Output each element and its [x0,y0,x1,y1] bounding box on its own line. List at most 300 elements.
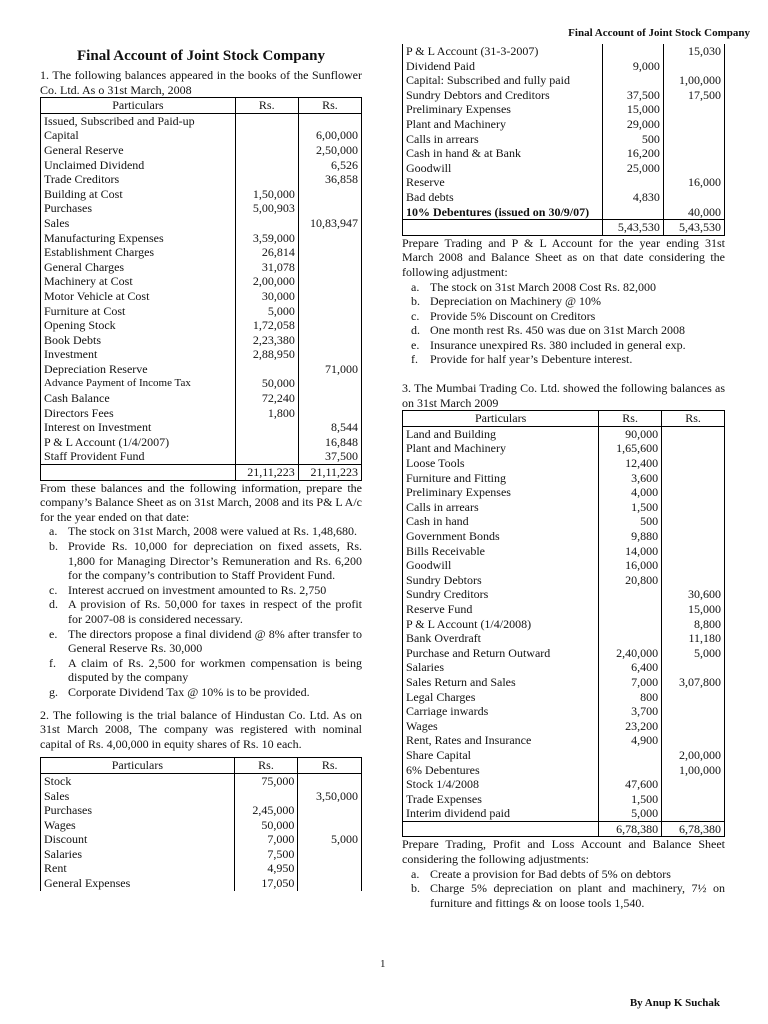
cell-credit [298,245,361,260]
cell-particulars: Sales Return and Sales [403,675,599,690]
cell-particulars: Purchase and Return Outward [403,646,599,661]
table-row [403,205,725,220]
cell-particulars: Staff Provident Fund [41,449,236,464]
cell-particulars: Cash Balance [41,391,236,406]
cell-credit: 5,000 [298,832,362,847]
table-row [403,646,725,661]
cell-particulars: Salaries [403,660,599,675]
list-marker: b. [411,881,420,896]
cell-debit: 47,600 [599,777,662,792]
q2-trial-balance-table [40,757,362,890]
cell-debit [599,631,662,646]
list-marker: c. [411,308,420,323]
table-row [403,777,725,792]
table-row [41,245,362,260]
cell-credit [662,719,725,734]
cell-credit: 5,000 [662,646,725,661]
cell-debit: 50,000 [235,376,298,391]
q1-table-body [41,113,362,464]
cell-credit: 15,030 [663,44,724,59]
cell-particulars: Issued, Subscribed and Paid-up [41,113,236,128]
cell-credit: 2,00,000 [662,748,725,763]
cell-particulars: Interest on Investment [41,420,236,435]
cell-credit [298,318,361,333]
cell-particulars: Share Capital [403,748,599,763]
table-row [41,861,362,876]
list-marker: a. [411,866,420,881]
cell-credit [298,274,361,289]
q3-intro: 3. The Mumbai Trading Co. Ltd. showed the following balances as on 31st March 2009 [402,381,725,410]
table-row [403,117,725,132]
table-row [41,832,362,847]
table-row [41,260,362,275]
cell-particulars: Calls in arrears [403,132,603,147]
total-credit: 21,11,223 [298,465,361,481]
author-credit: By Anup K Suchak [629,997,720,1009]
cell-debit: 4,950 [234,861,298,876]
table-header-row [41,98,362,114]
cell-credit [662,456,725,471]
cell-particulars: P & L Account (31-3-2007) [403,44,603,59]
q2-adjustments-list [402,280,725,368]
cell-particulars: Building at Cost [41,187,236,202]
cell-particulars: Capital: Subscribed and fully paid [403,73,603,88]
header-rs-credit: Rs. [298,98,361,114]
cell-credit [663,59,724,74]
table-row [41,333,362,348]
cell-debit: 31,078 [235,260,298,275]
cell-debit: 16,200 [602,146,663,161]
list-marker: e. [49,626,58,641]
table-row [41,847,362,862]
table-row [41,449,362,464]
table-row [403,602,725,617]
total-credit: 6,78,380 [662,821,725,837]
table-row [41,216,362,231]
cell-credit: 8,800 [662,617,725,632]
q1-instructions: From these balances and the following information, prepare the company’s Balance Sheet as on 31st March, 2008 and its P& L A/c for the year ended on that date: [40,480,362,524]
header-particulars: Particulars [41,98,236,114]
cell-credit [662,514,725,529]
table-row [41,158,362,173]
table-row [403,748,725,763]
total-label [41,465,236,481]
table-row [403,719,725,734]
table-row [403,102,725,117]
cell-credit [662,660,725,675]
cell-debit [235,128,298,143]
cell-particulars: Capital [41,128,236,143]
cell-debit [235,420,298,435]
q3-adjustments-list [402,867,725,911]
cell-credit [662,733,725,748]
cell-debit: 9,000 [602,59,663,74]
header-rs-debit: Rs. [234,758,298,774]
header-rs-credit: Rs. [298,758,362,774]
cell-particulars: Unclaimed Dividend [41,158,236,173]
table-header-row [403,411,725,427]
q1-intro: 1. The following balances appeared in the books of the Sunflower Co. Ltd. As o 31st March, 2008 [40,68,362,97]
cell-particulars: Plant and Machinery [403,117,603,132]
table-row [403,73,725,88]
cell-debit: 7,500 [234,847,298,862]
cell-credit: 36,858 [298,172,361,187]
table-row [403,792,725,807]
list-text: Interest accrued on investment amounted to Rs. 2,750 [68,582,327,597]
cell-debit: 1,50,000 [235,187,298,202]
cell-debit: 3,700 [599,704,662,719]
cell-particulars: Reserve [403,175,603,190]
cell-credit: 6,526 [298,158,361,173]
cell-credit [298,333,361,348]
list-text: Insurance unexpired Rs. 380 included in general exp. [430,337,686,352]
table-row [403,485,725,500]
cell-debit [235,113,298,128]
cell-debit: 4,000 [599,485,662,500]
table-row [41,128,362,143]
cell-debit: 4,900 [599,733,662,748]
cell-particulars: Government Bonds [403,529,599,544]
cell-particulars: Calls in arrears [403,500,599,515]
cell-particulars: Carriage inwards [403,704,599,719]
cell-debit [599,617,662,632]
table-row [403,514,725,529]
cell-particulars: Sundry Debtors [403,573,599,588]
cell-debit [235,172,298,187]
cell-debit: 4,830 [602,190,663,205]
table-row [41,435,362,450]
cell-credit [663,146,724,161]
cell-credit [298,201,361,216]
cell-credit [662,704,725,719]
q2-total-row [403,220,725,236]
cell-credit [298,803,362,818]
list-item [40,597,362,626]
cell-credit [298,818,362,833]
q3-instructions: Prepare Trading, Profit and Loss Account and Balance Sheet considering the following adjustments: [402,837,725,867]
cell-particulars: Rent [41,861,235,876]
cell-debit: 5,000 [235,304,298,319]
cell-particulars: 10% Debentures (issued on 30/9/07) [403,205,603,220]
cell-credit: 16,000 [663,175,724,190]
list-marker: e. [411,337,420,352]
table-row [403,44,725,59]
cell-credit: 37,500 [298,449,361,464]
cell-particulars: General Reserve [41,143,236,158]
list-marker: b. [411,294,420,309]
cell-debit: 1,65,600 [599,441,662,456]
cell-debit: 29,000 [602,117,663,132]
list-item [402,338,725,353]
table-row [403,426,725,441]
cell-particulars: Investment [41,347,236,362]
cell-particulars: Plant and Machinery [403,441,599,456]
cell-debit [235,449,298,464]
cell-particulars: Sales [41,216,236,231]
cell-credit: 16,848 [298,435,361,450]
total-debit: 6,78,380 [599,821,662,837]
cell-credit [298,391,361,406]
total-debit: 5,43,530 [602,220,663,236]
table-row [403,441,725,456]
total-label [403,220,603,236]
cell-credit: 1,00,000 [662,763,725,778]
cell-credit [662,544,725,559]
cell-credit [663,190,724,205]
cell-debit: 500 [599,514,662,529]
table-row [403,132,725,147]
list-marker: b. [49,539,58,553]
cell-credit [662,792,725,807]
list-item [40,656,362,685]
cell-debit: 15,000 [602,102,663,117]
cell-credit: 40,000 [663,205,724,220]
cell-credit [662,690,725,705]
cell-particulars: Dividend Paid [403,59,603,74]
cell-debit [235,362,298,377]
q1-total-row [41,465,362,481]
q2-trial-balance-continued [402,44,725,236]
list-marker: f. [411,352,418,367]
cell-credit: 3,07,800 [662,675,725,690]
header-rs-debit: Rs. [235,98,298,114]
list-marker: c. [49,582,58,597]
cell-credit [663,102,724,117]
table-row [403,88,725,103]
table-row [403,631,725,646]
table-row [41,803,362,818]
table-row [41,773,362,788]
cell-particulars: Wages [41,818,235,833]
cell-credit [662,573,725,588]
table-row [41,274,362,289]
table-row [403,544,725,559]
cell-particulars: Interim dividend paid [403,806,599,821]
cell-debit: 30,000 [235,289,298,304]
cell-particulars: Purchases [41,201,236,216]
cell-credit [663,132,724,147]
cell-debit: 50,000 [234,818,298,833]
cell-particulars: General Charges [41,260,236,275]
cell-particulars: Sundry Debtors and Creditors [403,88,603,103]
cell-credit [298,861,362,876]
cell-particulars: Land and Building [403,426,599,441]
right-column [402,44,725,910]
cell-credit [662,806,725,821]
list-text: Provide 5% Discount on Creditors [430,308,596,323]
cell-debit: 1,72,058 [235,318,298,333]
cell-debit: 7,000 [234,832,298,847]
q2-instructions: Prepare Trading and P & L Account for the year ending 31st March 2008 and Balance Sheet as on that date considering the following adjustment: [402,235,725,279]
cell-particulars: Trade Expenses [403,792,599,807]
cell-debit [602,175,663,190]
list-text: Depreciation on Machinery @ 10% [430,294,601,309]
cell-particulars: Trade Creditors [41,172,236,187]
q2-continued-body [403,44,725,220]
cell-credit: 11,180 [662,631,725,646]
cell-debit [235,435,298,450]
cell-debit: 2,23,380 [235,333,298,348]
cell-particulars: Legal Charges [403,690,599,705]
table-row [41,231,362,246]
list-marker: f. [49,655,56,670]
list-marker: a. [411,279,420,294]
cell-debit [602,73,663,88]
cell-credit [298,260,361,275]
total-label [403,821,599,837]
cell-credit: 6,00,000 [298,128,361,143]
cell-debit: 2,00,000 [235,274,298,289]
list-item [40,583,362,598]
left-column [40,44,362,891]
cell-debit [602,205,663,220]
table-row [403,161,725,176]
header-particulars: Particulars [41,758,235,774]
list-item [402,309,725,324]
list-marker: a. [49,524,58,539]
table-row [403,573,725,588]
cell-particulars: Salaries [41,847,235,862]
table-row [41,289,362,304]
cell-debit: 90,000 [599,426,662,441]
table-row [41,406,362,421]
cell-particulars: Bills Receivable [403,544,599,559]
cell-credit [662,441,725,456]
table-row [403,733,725,748]
cell-credit [298,187,361,202]
cell-credit: 10,83,947 [298,216,361,231]
list-marker: g. [49,684,58,699]
table-row [41,391,362,406]
cell-particulars: P & L Account (1/4/2007) [41,435,236,450]
cell-credit [662,485,725,500]
header-particulars: Particulars [403,411,599,427]
list-text: Corporate Dividend Tax @ 10% is to be provided. [68,684,310,699]
cell-particulars: Furniture at Cost [41,304,236,319]
table-row [403,675,725,690]
cell-credit [298,876,362,891]
running-header: Final Account of Joint Stock Company [568,27,750,39]
list-text: A claim of Rs. 2,500 for workmen compensation is being disputed by the company [68,655,362,685]
cell-debit: 1,800 [235,406,298,421]
list-text: The directors propose a final dividend @ 8% after transfer to General Reserve Rs. 30,000 [68,626,362,656]
list-text: A provision of Rs. 50,000 for taxes in respect of the profit for 2007-08 is considered necessary. [68,597,362,626]
table-row [403,175,725,190]
table-row [403,471,725,486]
cell-particulars: Sales [41,789,235,804]
header-rs-credit: Rs. [662,411,725,427]
table-row [403,806,725,821]
list-text: Charge 5% depreciation on plant and machinery, 7½ on furniture and fittings & on loose tools 1,540. [430,881,725,910]
cell-debit: 2,88,950 [235,347,298,362]
cell-credit [298,289,361,304]
cell-particulars: Book Debts [41,333,236,348]
cell-particulars: Preliminary Expenses [403,102,603,117]
cell-debit: 12,400 [599,456,662,471]
cell-particulars: Bad debts [403,190,603,205]
cell-particulars: Goodwill [403,558,599,573]
cell-debit: 14,000 [599,544,662,559]
cell-credit: 8,544 [298,420,361,435]
cell-particulars: Discount [41,832,235,847]
cell-credit [298,847,362,862]
cell-debit: 37,500 [602,88,663,103]
cell-debit: 5,00,903 [235,201,298,216]
cell-debit: 26,814 [235,245,298,260]
q3-balances-table [402,410,725,837]
cell-debit: 3,600 [599,471,662,486]
list-item [40,524,362,539]
page-title: Final Account of Joint Stock Company [77,48,325,64]
list-item [40,685,362,700]
cell-debit: 800 [599,690,662,705]
cell-particulars: Rent, Rates and Insurance [403,733,599,748]
cell-credit [662,558,725,573]
q1-adjustments-list [40,524,362,699]
cell-particulars: Motor Vehicle at Cost [41,289,236,304]
list-item [402,881,725,910]
cell-debit [602,44,663,59]
cell-credit: 1,00,000 [663,73,724,88]
cell-particulars: Sundry Creditors [403,587,599,602]
list-item [402,352,725,367]
cell-debit: 7,000 [599,675,662,690]
cell-credit [662,471,725,486]
table-row [41,187,362,202]
cell-credit [298,376,361,391]
table-row [41,318,362,333]
cell-debit [234,789,298,804]
cell-credit [662,777,725,792]
cell-particulars: P & L Account (1/4/2008) [403,617,599,632]
table-row [403,587,725,602]
list-item [402,323,725,338]
cell-particulars: Loose Tools [403,456,599,471]
table-row [41,876,362,891]
list-text: Provide for half year’s Debenture interest. [430,352,633,367]
total-debit: 21,11,223 [235,465,298,481]
cell-debit: 72,240 [235,391,298,406]
cell-debit: 23,200 [599,719,662,734]
q3-table-body [403,426,725,821]
page-number: 1 [380,958,386,970]
cell-debit: 6,400 [599,660,662,675]
q2-intro: 2. The following is the trial balance of Hindustan Co. Ltd. As on 31st March 2008, The company was registered with nominal capital of Rs. 4,00,000 in equity shares of Rs. 10 each. [40,707,362,751]
cell-credit [662,529,725,544]
list-item [402,294,725,309]
table-row [41,818,362,833]
cell-debit [599,587,662,602]
cell-credit: 17,500 [663,88,724,103]
cell-debit: 3,59,000 [235,231,298,246]
q1-balances-table [40,97,362,480]
cell-debit [235,143,298,158]
table-row [403,59,725,74]
cell-particulars: Wages [403,719,599,734]
cell-credit [298,113,361,128]
list-item [40,627,362,656]
cell-debit: 25,000 [602,161,663,176]
cell-debit: 2,40,000 [599,646,662,661]
cell-particulars: 6% Debentures [403,763,599,778]
cell-particulars: Manufacturing Expenses [41,231,236,246]
list-marker: d. [49,597,58,612]
table-row [41,113,362,128]
cell-debit [235,216,298,231]
cell-credit: 30,600 [662,587,725,602]
cell-debit: 17,050 [234,876,298,891]
list-text: The stock on 31st March, 2008 were valued at Rs. 1,48,680. [68,524,357,539]
